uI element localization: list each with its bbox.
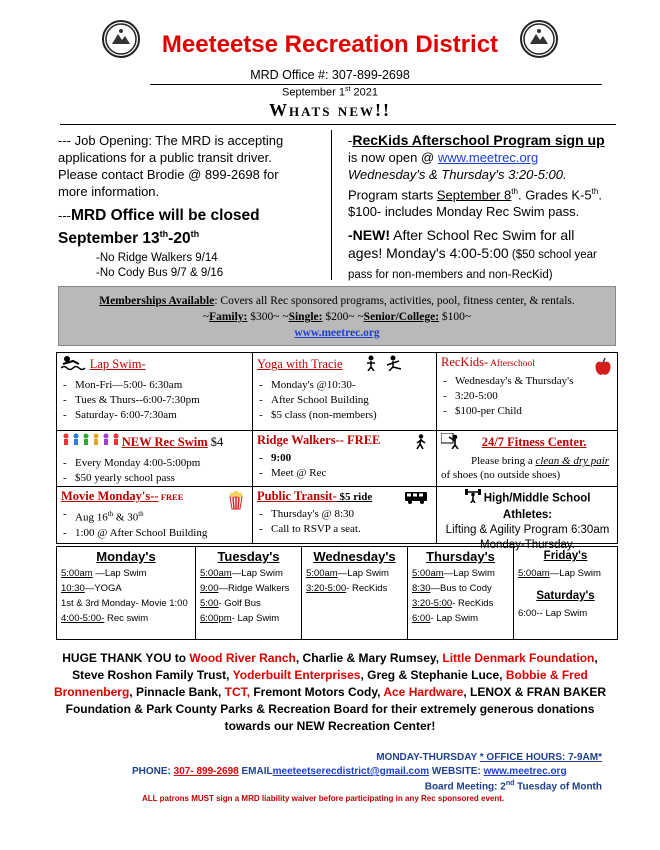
lap-swim-cell: Lap Swim- - Mon-Fri—5:00- 6:30am - Tues & Thurs--6:00-7:30pm - Saturday- 6:00-7:30am: [57, 353, 253, 431]
schedule-row: 4:00-5:00- Rec swim: [61, 613, 149, 624]
schedule-row: 5:00am—Lap Swim: [200, 568, 283, 579]
schedule-monday: Monday's 5:00am —Lap Swim 10:30—YOGA 1st & 3rd Monday- Movie 1:00 4:00-5:00- Rec swim: [57, 547, 196, 639]
schedule-row: 1st & 3rd Monday- Movie 1:00: [61, 598, 188, 609]
programs-grid: [56, 352, 618, 551]
issue-date: September 1st 2021: [282, 86, 378, 99]
phone-link[interactable]: 307- 899-2698: [173, 766, 239, 777]
schedule-thursday: Thursday's 5:00am—Lap Swim 8:30—Bus to Cody 3:20-5:00- RecKids 6:00- Lap Swim: [408, 547, 514, 639]
whats-new-divider: [60, 124, 616, 125]
memberships-link[interactable]: www.meetrec.org: [294, 327, 380, 339]
office-phone: MRD Office #: 307-899-2698: [250, 68, 410, 82]
rec-swim-notice: -NEW! After School Rec Swim for all ages! Monday's 4:00-5:00 ($50 school year pass for non-members and non-RecKid): [348, 227, 597, 282]
list-item: - Call to RSVP a seat.: [257, 522, 432, 537]
list-item: - Thursday's @ 8:30: [257, 507, 432, 522]
schedule-row: 5:00- Golf Bus: [200, 598, 261, 609]
yoga-cell: Yoga with Tracie - Monday's @10:30- - After School Building - $5 class (non-members): [253, 353, 437, 431]
schedule-row: 6:00-- Lap Swim: [518, 608, 588, 619]
schedule-row: 6:00- Lap Swim: [412, 613, 479, 624]
schedule-row: 5:00am—Lap Swim: [518, 568, 601, 579]
list-item: - 1:00 @ After School Building: [61, 526, 248, 541]
reckids-cell: RecKids- Afterschool - Wednesday's & Thursday's - 3:20-5:00 - $100-per Child: [437, 353, 618, 431]
waiver-notice: ALL patrons MUST sign a MRD liability waiver before participating in any Rec sponsored event.: [142, 794, 505, 803]
weightlifter-icon: [465, 489, 481, 508]
schedule-row: 5:00am—Lap Swim: [306, 568, 389, 579]
list-item: - Aug 16th & 30th: [61, 507, 248, 526]
fitness-center-cell: 24/7 Fitness Center. Please bring a clean & dry pair of shoes (no outside shoes): [437, 431, 618, 487]
trainer-icon: [441, 433, 459, 454]
schedule-row: 8:30—Bus to Cody: [412, 583, 492, 594]
movie-monday-cell: Movie Monday's-- FREE - Aug 16th & 30th - 1:00 @ After School Building: [57, 487, 253, 543]
list-item: - Saturday- 6:00-7:30am: [61, 408, 248, 423]
header-divider: [150, 84, 602, 85]
column-divider: [331, 130, 332, 280]
rec-swim-cell: NEW Rec Swim $4 - Every Monday 4:00-5:00pm - $50 yearly school pass: [57, 431, 253, 487]
schedule-row: 10:30—YOGA: [61, 583, 122, 594]
contact-line: PHONE: 307- 899-2698 EMAILmeeteetserecdistrict@gmail.com WEBSITE: www.meetrec.org: [132, 766, 567, 777]
schedule-wednesday: Wednesday's 5:00am—Lap Swim 3:20-5:00- RecKids: [302, 547, 408, 639]
schedule-row: 9:00—Ridge Walkers: [200, 583, 290, 594]
list-item: - Mon-Fri—5:00- 6:30am: [61, 378, 248, 393]
office-hours: MONDAY-THURSDAY * OFFICE HOURS: 7-9AM*: [376, 752, 602, 763]
list-item: - Tues & Thurs--6:00-7:30pm: [61, 393, 248, 408]
schedule-row: 3:20-5:00- RecKids: [306, 583, 388, 594]
list-item: - $5 class (non-members): [257, 408, 432, 423]
athletes-cell: High/Middle School Athletes: Lifting & Agility Program 6:30am Monday-Thursday.: [437, 487, 618, 543]
yoga-pose-icon: [365, 355, 405, 376]
list-item: - Wednesday's & Thursday's: [441, 374, 614, 389]
list-item: - $100-per Child: [441, 404, 614, 419]
list-item: - 3:20-5:00: [441, 389, 614, 404]
reckids-link[interactable]: www.meetrec.org: [437, 150, 539, 165]
schedule-fri-sat: Friday's 5:00am—Lap Swim Saturday's 6:00-- Lap Swim: [514, 547, 617, 639]
email-link[interactable]: meeteetserecdistrict@gmail.com: [272, 766, 430, 777]
job-opening: --- Job Opening: The MRD is accepting applications for a public transit driver. Please contact Brodie @ 899-2698 for more information.: [58, 133, 284, 199]
list-item: - 9:00: [257, 451, 432, 466]
schedule-tuesday: Tuesday's 5:00am—Lap Swim 9:00—Ridge Walkers 5:00- Golf Bus 6:00pm- Lap Swim: [196, 547, 302, 639]
closed-items: [58, 251, 298, 281]
list-item: - $50 yearly school pass: [61, 471, 248, 486]
ridge-walkers-cell: Ridge Walkers-- FREE - 9:00 - Meet @ Rec: [253, 431, 437, 487]
swimmer-icon: [61, 355, 87, 376]
list-item: - After School Building: [257, 393, 432, 408]
whats-new-heading: Whats new!!: [269, 100, 391, 120]
reckids-signup: -RecKids Afterschool Program sign up is now open @ www.meetrec.org Wednesday's & Thursday's 3:20-5:00. Program starts September 8th. Grades K-5th. $100- includes Monday Rec Swim pass.: [348, 132, 605, 220]
weekly-schedule: [56, 546, 618, 640]
right-news-column: [348, 132, 610, 288]
left-news-column: [58, 132, 298, 281]
closed-item: -No Ridge Walkers 9/14: [96, 252, 218, 265]
page-title: Meeteetse Recreation District: [161, 31, 499, 58]
list-item: - Meet @ Rec: [257, 466, 432, 481]
board-meeting: Board Meeting: 2nd Tuesday of Month: [424, 780, 602, 793]
schedule-row: 5:00am —Lap Swim: [61, 568, 147, 579]
schedule-row: 6:00pm- Lap Swim: [200, 613, 280, 624]
website-link[interactable]: www.meetrec.org: [483, 766, 567, 777]
list-item: - Every Monday 4:00-5:00pm: [61, 456, 248, 471]
closed-item: -No Cody Bus 9/7 & 9/16: [96, 267, 224, 280]
schedule-row: 5:00am—Lap Swim: [412, 568, 495, 579]
public-transit-cell: Public Transit- $5 ride - Thursday's @ 8:30 - Call to RSVP a seat.: [253, 487, 437, 543]
schedule-row: 3:20-5:00- RecKids: [412, 598, 494, 609]
list-item: - Monday's @10:30-: [257, 378, 432, 393]
donor-thanks: HUGE THANK YOU to Wood River Ranch, Charlie & Mary Rumsey, Little Denmark Foundation, Steve Roshon Family Trust, Yoderbuilt Enterprises, Greg & Stephanie Luce, Bobbie & Fred Bronnenberg, Pinnacle Bank, TCT, Fremont Motors Cody, Ace Hardware, LENOX & FRAN BAKER Foundation & Park County Parks & Recreation Board for their extremely generous donations towards our NEW Recreation Center!: [53, 651, 607, 733]
kids-group-icon: [61, 433, 119, 454]
memberships-banner: Memberships Available: Covers all Rec sponsored programs, activities, pool, fitness center, & rentals. ~Family: $300~ ~Single: $200~ ~Senior/College: $100~ www.meetrec.org: [58, 286, 616, 346]
office-closed-notice: ---MRD Office will be closed September 13th-20th: [58, 207, 260, 248]
